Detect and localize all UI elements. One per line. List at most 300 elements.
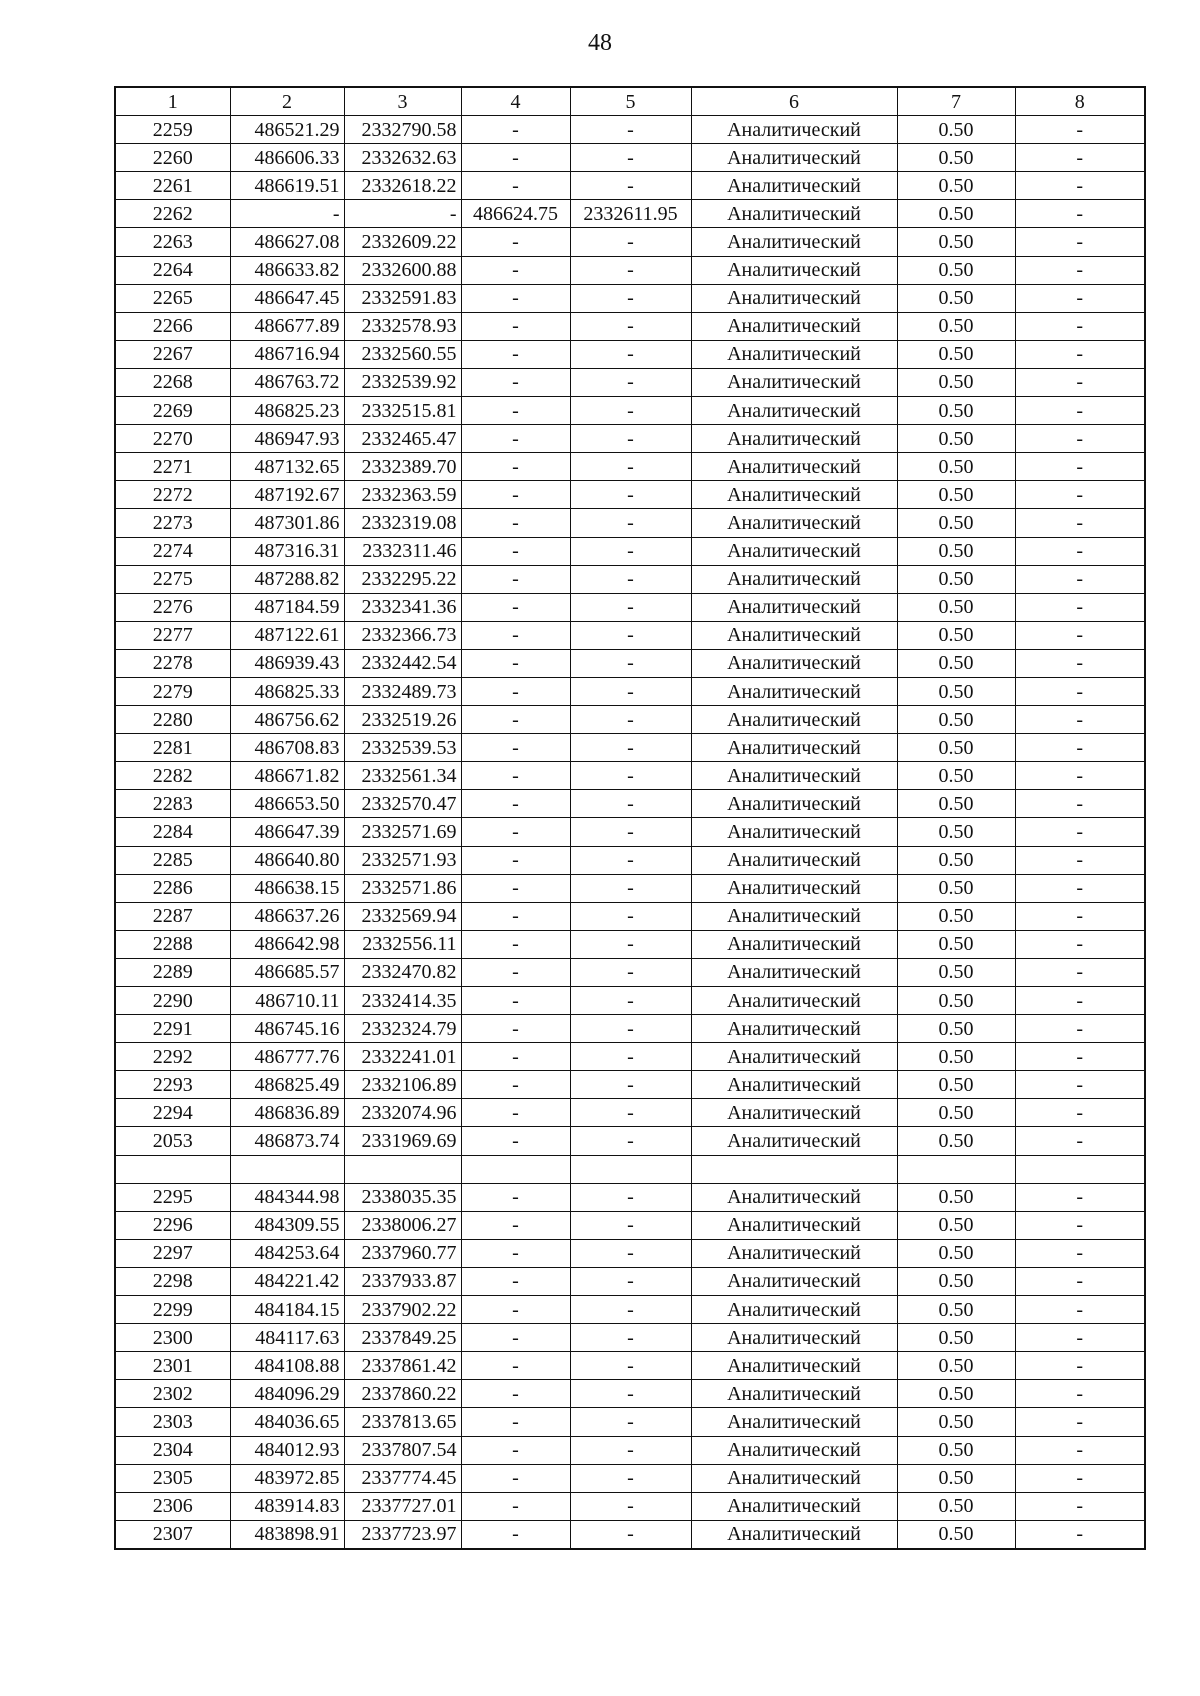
table-cell: 2332311.46 xyxy=(344,537,461,565)
table-cell: 2291 xyxy=(115,1015,230,1043)
table-cell: 2338035.35 xyxy=(344,1183,461,1211)
table-cell: 0.50 xyxy=(897,1099,1015,1127)
table-cell: 0.50 xyxy=(897,397,1015,425)
table-cell xyxy=(570,1155,691,1183)
table-cell: 2337774.45 xyxy=(344,1464,461,1492)
table-cell: - xyxy=(570,565,691,593)
table-cell: 0.50 xyxy=(897,958,1015,986)
table-cell: 2295 xyxy=(115,1183,230,1211)
table-cell: 486716.94 xyxy=(230,340,344,368)
table-cell: 486836.89 xyxy=(230,1099,344,1127)
table-cell: - xyxy=(461,1296,570,1324)
table-cell: - xyxy=(1015,1380,1145,1408)
table-cell: - xyxy=(461,902,570,930)
table-cell: 0.50 xyxy=(897,200,1015,228)
table-cell: 2332556.11 xyxy=(344,930,461,958)
table-cell: - xyxy=(570,818,691,846)
table-cell: 2292 xyxy=(115,1043,230,1071)
table-cell: - xyxy=(1015,958,1145,986)
table-cell: - xyxy=(570,284,691,312)
table-cell: - xyxy=(570,116,691,144)
table-cell: 2332442.54 xyxy=(344,649,461,677)
table-cell: 0.50 xyxy=(897,790,1015,818)
table-cell: - xyxy=(461,649,570,677)
table-cell: 2337960.77 xyxy=(344,1239,461,1267)
table-row xyxy=(115,397,1145,425)
table-cell: - xyxy=(570,397,691,425)
table-cell: 486653.50 xyxy=(230,790,344,818)
table-cell: - xyxy=(1015,284,1145,312)
table-cell: - xyxy=(461,481,570,509)
table-cell: Аналитический xyxy=(691,649,897,677)
table-cell: - xyxy=(570,1492,691,1520)
table-cell: - xyxy=(570,987,691,1015)
table-cell: 486763.72 xyxy=(230,368,344,396)
table-cell: 2274 xyxy=(115,537,230,565)
table-cell: - xyxy=(570,902,691,930)
table-cell: 486521.29 xyxy=(230,116,344,144)
table-cell: 0.50 xyxy=(897,1492,1015,1520)
table-cell: Аналитический xyxy=(691,228,897,256)
table-cell: 0.50 xyxy=(897,593,1015,621)
table-cell: - xyxy=(461,144,570,172)
table-cell: - xyxy=(1015,144,1145,172)
table-cell: - xyxy=(461,621,570,649)
table-cell: Аналитический xyxy=(691,1520,897,1549)
table-cell: - xyxy=(461,312,570,340)
table-cell: 2265 xyxy=(115,284,230,312)
table-cell: Аналитический xyxy=(691,453,897,481)
table-row xyxy=(115,762,1145,790)
table-row xyxy=(115,1267,1145,1295)
table-cell: Аналитический xyxy=(691,1071,897,1099)
table-cell: Аналитический xyxy=(691,1043,897,1071)
table-cell: 2306 xyxy=(115,1492,230,1520)
column-header: 4 xyxy=(461,87,570,116)
table-cell: 2304 xyxy=(115,1436,230,1464)
table-cell: 487122.61 xyxy=(230,621,344,649)
table-cell xyxy=(344,1155,461,1183)
table-cell: 2332571.93 xyxy=(344,846,461,874)
table-cell: 486947.93 xyxy=(230,425,344,453)
table-cell: Аналитический xyxy=(691,144,897,172)
table-cell: 2332470.82 xyxy=(344,958,461,986)
table-row xyxy=(115,958,1145,986)
table-cell: 2282 xyxy=(115,762,230,790)
table-cell: 0.50 xyxy=(897,1127,1015,1155)
table-cell: Аналитический xyxy=(691,368,897,396)
table-cell: 0.50 xyxy=(897,874,1015,902)
table-cell: 484184.15 xyxy=(230,1296,344,1324)
table-cell: 0.50 xyxy=(897,509,1015,537)
table-cell: 486671.82 xyxy=(230,762,344,790)
table-cell: 0.50 xyxy=(897,1239,1015,1267)
table-cell: 2332632.63 xyxy=(344,144,461,172)
table-cell: - xyxy=(1015,734,1145,762)
table-cell: 2275 xyxy=(115,565,230,593)
table-cell: 0.50 xyxy=(897,930,1015,958)
table-cell: 483972.85 xyxy=(230,1464,344,1492)
table-cell: 0.50 xyxy=(897,1296,1015,1324)
table-row xyxy=(115,340,1145,368)
table-cell: - xyxy=(461,116,570,144)
table-cell: 2293 xyxy=(115,1071,230,1099)
table-cell: 2337902.22 xyxy=(344,1296,461,1324)
table-cell: 2331969.69 xyxy=(344,1127,461,1155)
table-cell: - xyxy=(461,565,570,593)
table-cell: 484344.98 xyxy=(230,1183,344,1211)
table-cell: 2300 xyxy=(115,1324,230,1352)
table-cell: 2294 xyxy=(115,1099,230,1127)
table-cell: 2337727.01 xyxy=(344,1492,461,1520)
table-cell: - xyxy=(1015,902,1145,930)
table-cell: Аналитический xyxy=(691,1267,897,1295)
table-row xyxy=(115,312,1145,340)
table-cell: 2287 xyxy=(115,902,230,930)
table-row xyxy=(115,228,1145,256)
table-cell: Аналитический xyxy=(691,902,897,930)
table-cell: - xyxy=(1015,228,1145,256)
table-cell: 2284 xyxy=(115,818,230,846)
table-cell: - xyxy=(461,256,570,284)
table-row xyxy=(115,509,1145,537)
table-row xyxy=(115,1239,1145,1267)
table-cell: 2332609.22 xyxy=(344,228,461,256)
table-cell: 486640.80 xyxy=(230,846,344,874)
table-cell: 2332539.92 xyxy=(344,368,461,396)
table-cell: 486638.15 xyxy=(230,874,344,902)
table-cell: 0.50 xyxy=(897,1520,1015,1549)
table-row xyxy=(115,1520,1145,1549)
table-cell: 0.50 xyxy=(897,1352,1015,1380)
table-cell: 2332295.22 xyxy=(344,565,461,593)
table-cell: 2281 xyxy=(115,734,230,762)
table-cell: 2332600.88 xyxy=(344,256,461,284)
table-cell: - xyxy=(570,312,691,340)
table-cell: - xyxy=(461,1211,570,1239)
table-cell: 2337861.42 xyxy=(344,1352,461,1380)
table-row xyxy=(115,874,1145,902)
table-cell: 2286 xyxy=(115,874,230,902)
table-row xyxy=(115,1352,1145,1380)
table-cell: - xyxy=(570,1183,691,1211)
table-cell: - xyxy=(570,846,691,874)
table-cell: 2332571.69 xyxy=(344,818,461,846)
table-cell: 2332489.73 xyxy=(344,677,461,705)
table-cell: 0.50 xyxy=(897,1436,1015,1464)
table-cell: - xyxy=(230,200,344,228)
table-cell: Аналитический xyxy=(691,565,897,593)
table-cell: 0.50 xyxy=(897,284,1015,312)
table-cell: 0.50 xyxy=(897,312,1015,340)
table-cell: 486642.98 xyxy=(230,930,344,958)
table-cell: 0.50 xyxy=(897,762,1015,790)
table-cell: - xyxy=(570,481,691,509)
table-cell: - xyxy=(461,930,570,958)
table-cell: Аналитический xyxy=(691,537,897,565)
table-cell: 0.50 xyxy=(897,1267,1015,1295)
table-row xyxy=(115,1436,1145,1464)
table-cell: 2337933.87 xyxy=(344,1267,461,1295)
table-cell: Аналитический xyxy=(691,790,897,818)
column-header: 3 xyxy=(344,87,461,116)
table-cell: - xyxy=(1015,1464,1145,1492)
table-cell: - xyxy=(570,1520,691,1549)
column-header: 6 xyxy=(691,87,897,116)
table-cell: 0.50 xyxy=(897,368,1015,396)
table-cell: - xyxy=(1015,312,1145,340)
table-cell: 2266 xyxy=(115,312,230,340)
table-cell: - xyxy=(1015,368,1145,396)
table-cell: - xyxy=(1015,677,1145,705)
table-row xyxy=(115,256,1145,284)
table-cell xyxy=(115,1155,230,1183)
table-cell: 0.50 xyxy=(897,1324,1015,1352)
table-cell: 2263 xyxy=(115,228,230,256)
table-cell: - xyxy=(461,1464,570,1492)
table-cell: Аналитический xyxy=(691,987,897,1015)
table-cell: 484036.65 xyxy=(230,1408,344,1436)
table-cell: Аналитический xyxy=(691,312,897,340)
table-cell: - xyxy=(570,1127,691,1155)
table-cell: 2289 xyxy=(115,958,230,986)
table-cell: - xyxy=(570,509,691,537)
table-cell: - xyxy=(570,453,691,481)
table-cell: - xyxy=(461,172,570,200)
table-cell: - xyxy=(570,340,691,368)
table-cell: 487301.86 xyxy=(230,509,344,537)
table-row xyxy=(115,649,1145,677)
table-cell: Аналитический xyxy=(691,1408,897,1436)
table-cell: 486745.16 xyxy=(230,1015,344,1043)
table-cell: - xyxy=(461,1324,570,1352)
table-cell: Аналитический xyxy=(691,846,897,874)
table-cell: - xyxy=(461,1408,570,1436)
table-cell: 2332074.96 xyxy=(344,1099,461,1127)
table-cell: - xyxy=(1015,1324,1145,1352)
table-cell: - xyxy=(1015,1352,1145,1380)
table-cell: - xyxy=(461,790,570,818)
table-cell: 2332465.47 xyxy=(344,425,461,453)
table-cell: 2307 xyxy=(115,1520,230,1549)
table-cell: - xyxy=(1015,1183,1145,1211)
table-cell: - xyxy=(461,228,570,256)
table-cell: 2273 xyxy=(115,509,230,537)
table-cell: 2332515.81 xyxy=(344,397,461,425)
table-cell: 483898.91 xyxy=(230,1520,344,1549)
table-row xyxy=(115,1324,1145,1352)
table-cell: Аналитический xyxy=(691,762,897,790)
table-row xyxy=(115,1211,1145,1239)
table-cell: 2261 xyxy=(115,172,230,200)
table-row xyxy=(115,677,1145,705)
table-cell: Аналитический xyxy=(691,1380,897,1408)
table-cell: - xyxy=(1015,256,1145,284)
table-cell: 486606.33 xyxy=(230,144,344,172)
table-cell: Аналитический xyxy=(691,284,897,312)
table-cell: Аналитический xyxy=(691,958,897,986)
table-cell: Аналитический xyxy=(691,1239,897,1267)
table-row xyxy=(115,284,1145,312)
table-cell: - xyxy=(1015,762,1145,790)
table-row xyxy=(115,481,1145,509)
table-cell: - xyxy=(1015,1099,1145,1127)
table-cell: - xyxy=(570,368,691,396)
table-row xyxy=(115,1380,1145,1408)
table-cell: - xyxy=(570,874,691,902)
table-cell: - xyxy=(461,677,570,705)
table-row xyxy=(115,734,1145,762)
table-cell: - xyxy=(1015,453,1145,481)
table-cell: 2298 xyxy=(115,1267,230,1295)
table-cell: 2338006.27 xyxy=(344,1211,461,1239)
table-cell: 0.50 xyxy=(897,1211,1015,1239)
table-cell: 486873.74 xyxy=(230,1127,344,1155)
table-cell: 2303 xyxy=(115,1408,230,1436)
table-cell: - xyxy=(461,1520,570,1549)
table-cell: Аналитический xyxy=(691,1296,897,1324)
table-cell: 2276 xyxy=(115,593,230,621)
table-cell: - xyxy=(570,734,691,762)
table-cell: 2332790.58 xyxy=(344,116,461,144)
table-cell: 2332611.95 xyxy=(570,200,691,228)
table-cell: 484012.93 xyxy=(230,1436,344,1464)
table-cell: 486777.76 xyxy=(230,1043,344,1071)
table-cell: 487132.65 xyxy=(230,453,344,481)
table-cell: - xyxy=(1015,1043,1145,1071)
table-cell: Аналитический xyxy=(691,593,897,621)
table-cell: 2053 xyxy=(115,1127,230,1155)
table-cell: 2337813.65 xyxy=(344,1408,461,1436)
table-cell: - xyxy=(461,1071,570,1099)
table-cell: 2270 xyxy=(115,425,230,453)
column-header: 8 xyxy=(1015,87,1145,116)
table-cell: - xyxy=(570,1436,691,1464)
table-cell: 2280 xyxy=(115,706,230,734)
table-cell: 2332571.86 xyxy=(344,874,461,902)
table-cell: 0.50 xyxy=(897,340,1015,368)
table-cell: - xyxy=(570,144,691,172)
table-cell: 2297 xyxy=(115,1239,230,1267)
table-cell: 0.50 xyxy=(897,144,1015,172)
table-cell: - xyxy=(1015,1071,1145,1099)
table-cell: 0.50 xyxy=(897,818,1015,846)
table-cell: - xyxy=(570,1071,691,1099)
table-cell: - xyxy=(570,621,691,649)
table-row xyxy=(115,1183,1145,1211)
table-cell: 2269 xyxy=(115,397,230,425)
table-cell: - xyxy=(1015,1492,1145,1520)
table-cell: 486939.43 xyxy=(230,649,344,677)
table-cell: 486756.62 xyxy=(230,706,344,734)
table-cell: - xyxy=(570,1324,691,1352)
table-cell: 487288.82 xyxy=(230,565,344,593)
table-cell: 2262 xyxy=(115,200,230,228)
table-cell: 2332341.36 xyxy=(344,593,461,621)
table-row xyxy=(115,1015,1145,1043)
table-cell: 0.50 xyxy=(897,1408,1015,1436)
table-row xyxy=(115,144,1145,172)
table-row xyxy=(115,172,1145,200)
table-cell: 2332324.79 xyxy=(344,1015,461,1043)
table-cell xyxy=(897,1155,1015,1183)
table-cell: 2337860.22 xyxy=(344,1380,461,1408)
table-cell: 2332241.01 xyxy=(344,1043,461,1071)
table-cell: 2283 xyxy=(115,790,230,818)
table-cell: 2278 xyxy=(115,649,230,677)
table-cell: - xyxy=(461,1380,570,1408)
table-cell: 2332539.53 xyxy=(344,734,461,762)
table-cell: 2264 xyxy=(115,256,230,284)
table-cell: 487192.67 xyxy=(230,481,344,509)
table-cell: - xyxy=(461,958,570,986)
table-cell: 2305 xyxy=(115,1464,230,1492)
table-cell: - xyxy=(1015,1239,1145,1267)
table-cell: - xyxy=(461,762,570,790)
table-cell: 486825.49 xyxy=(230,1071,344,1099)
table-cell: Аналитический xyxy=(691,874,897,902)
table-cell: 484221.42 xyxy=(230,1267,344,1295)
table-cell: Аналитический xyxy=(691,340,897,368)
table-cell: Аналитический xyxy=(691,425,897,453)
table-cell: - xyxy=(461,1043,570,1071)
table-cell: - xyxy=(1015,874,1145,902)
table-cell: - xyxy=(570,1043,691,1071)
table-cell: 2332366.73 xyxy=(344,621,461,649)
table-cell: 2277 xyxy=(115,621,230,649)
table-cell: 0.50 xyxy=(897,565,1015,593)
table-cell xyxy=(461,1155,570,1183)
table-cell: - xyxy=(570,172,691,200)
table-cell: 2332560.55 xyxy=(344,340,461,368)
table-row xyxy=(115,116,1145,144)
table-cell: - xyxy=(1015,172,1145,200)
table-cell: 486633.82 xyxy=(230,256,344,284)
table-cell: Аналитический xyxy=(691,818,897,846)
table-cell: 0.50 xyxy=(897,1071,1015,1099)
table-row xyxy=(115,368,1145,396)
table-cell: - xyxy=(570,1239,691,1267)
table-cell: 2332561.34 xyxy=(344,762,461,790)
table-cell: 2259 xyxy=(115,116,230,144)
table-cell: - xyxy=(1015,116,1145,144)
table-cell: - xyxy=(1015,340,1145,368)
table-cell: 2332570.47 xyxy=(344,790,461,818)
table-row xyxy=(115,1464,1145,1492)
table-cell: 0.50 xyxy=(897,537,1015,565)
table-row xyxy=(115,790,1145,818)
table-cell: - xyxy=(1015,790,1145,818)
table-row xyxy=(115,453,1145,481)
table-cell: - xyxy=(461,1015,570,1043)
table-cell: 0.50 xyxy=(897,481,1015,509)
table-cell: - xyxy=(570,706,691,734)
table-cell: Аналитический xyxy=(691,1183,897,1211)
table-row xyxy=(115,565,1145,593)
table-cell: 0.50 xyxy=(897,621,1015,649)
table-cell: - xyxy=(461,537,570,565)
table-cell: 0.50 xyxy=(897,706,1015,734)
table-cell: - xyxy=(1015,397,1145,425)
table-row xyxy=(115,1408,1145,1436)
table-row xyxy=(115,1043,1145,1071)
table-cell: - xyxy=(1015,593,1145,621)
table-cell: - xyxy=(1015,565,1145,593)
table-cell: Аналитический xyxy=(691,172,897,200)
table-cell: - xyxy=(570,1267,691,1295)
table-cell: - xyxy=(461,1267,570,1295)
table-cell: 486624.75 xyxy=(461,200,570,228)
